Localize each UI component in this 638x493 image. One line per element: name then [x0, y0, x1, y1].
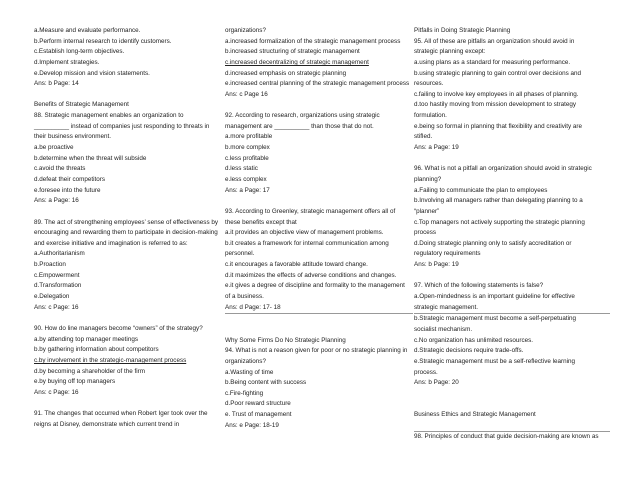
option-line: a.by attending top manager meetings: [34, 335, 138, 343]
answer-line: Ans: b Page: 20: [414, 379, 459, 387]
option-line: b.increased structuring of strategic management: [225, 48, 360, 56]
text-line: d.Implement strategies.: [34, 58, 100, 66]
option-line: e.being so formal in planning that flexibility and creativity are: [414, 122, 583, 130]
section-heading: Benefits of Strategic Management: [34, 101, 129, 109]
option-line: a.it provides an objective view of management problems.: [225, 229, 384, 237]
spacer: [34, 313, 222, 324]
answer-line: Ans: c Page: 16: [34, 388, 79, 396]
option-line: a.using plans as a standard for measuring performance.: [414, 58, 571, 66]
question-line: 97. Which of the following statements is false?: [414, 282, 544, 290]
spacer: [34, 398, 222, 409]
option-line: b.using strategic planning to gain control over decisions and: [414, 69, 581, 77]
section-heading: Why Some Firms Do No Strategic Planning: [225, 336, 346, 344]
spacer: [34, 90, 222, 101]
option-line: c.it encourages a favorable attitude toward change.: [225, 261, 368, 269]
option-line: e. Trust of management: [225, 411, 292, 419]
spacer: [414, 271, 610, 282]
answer-line: Ans: d Page: 17- 18: [225, 303, 413, 315]
option-line: strategic management.: [414, 303, 610, 315]
column-right: [414, 26, 610, 443]
question-line: 88. Strategic management enables an organization to: [34, 112, 184, 120]
question-line: their business environment.: [34, 133, 112, 141]
option-line: d.less static: [225, 165, 258, 173]
option-line: c.failing to involve key employees in all phases of planning.: [414, 90, 579, 98]
option-line: b.Strategic management must become a self-perpetuating: [414, 315, 577, 323]
option-line: c.avoid the threats: [34, 165, 86, 173]
answer-line: Ans: c Page 16: [225, 90, 268, 98]
option-line-underlined: c.by involvement in the strategic-management process: [34, 356, 187, 364]
option-line: d.it maximizes the effects of adverse conditions and changes.: [225, 271, 397, 279]
spacer: [225, 325, 413, 336]
option-line: b.more complex: [225, 144, 270, 152]
text-line: c.Establish long-term objectives.: [34, 48, 125, 56]
question-line: 93. According to Greenley, strategic management offers all of: [225, 207, 396, 215]
answer-line: Ans: a Page: 16: [34, 197, 79, 205]
option-line: a.be proactive: [34, 144, 74, 152]
text-line: b.Perform internal research to identify customers.: [34, 37, 172, 45]
section-heading: Business Ethics and Strategic Management: [414, 411, 536, 419]
text-line: e.Develop mission and vision statements.: [34, 69, 150, 77]
option-line: c.Top managers not actively supporting the strategic planning: [414, 218, 585, 226]
option-line: c.Empowerment: [34, 271, 80, 279]
answer-line: Ans: c Page: 16: [34, 303, 79, 311]
question-line: encouraging and rewarding them to participate in decision-making: [34, 229, 218, 237]
option-line: b.Being content with success: [225, 379, 307, 387]
option-line: d.Strategic decisions require trade-offs.: [414, 347, 524, 355]
question-line: 95. All of these are pitfalls an organization should avoid in: [414, 37, 575, 45]
option-line: d.Doing strategic planning only to satisfy accreditation or: [414, 239, 572, 247]
option-line: e.Strategic management must be a self-reflective learning: [414, 357, 576, 365]
spacer: [414, 421, 610, 433]
option-line: d.too hastily moving from mission development to strategy: [414, 101, 577, 109]
question-line: __________ instead of companies just responding to threats in: [34, 122, 210, 130]
option-line: regulatory requirements: [414, 250, 481, 258]
spacer: [414, 389, 610, 400]
option-line: process: [414, 229, 437, 237]
option-line: a.Failing to communicate the plan to employees: [414, 186, 548, 194]
option-line: b.it creates a framework for internal communication among: [225, 239, 389, 247]
option-line: c.No organization has unlimited resources.: [414, 336, 534, 344]
option-line: b.determine when the threat will subside: [34, 154, 147, 162]
option-line: c.Fire-fighting: [225, 389, 264, 397]
option-line: e.by buying off top managers: [34, 378, 116, 386]
question-line: strategic planning except:: [414, 48, 486, 56]
option-line: a.more profitable: [225, 133, 273, 141]
question-line: management are __________ than those that do not.: [225, 122, 374, 130]
option-line: e.less complex: [225, 175, 267, 183]
option-line: e.Delegation: [34, 293, 70, 301]
section-heading: Pitfalls in Doing Strategic Planning: [414, 27, 511, 34]
question-line: 89. The act of strengthening employees’ sense of effectiveness by: [34, 218, 219, 226]
spacer: [225, 196, 413, 207]
option-line: a.Wasting of time: [225, 368, 274, 376]
option-line: a.Open-mindedness is an important guideline for effective: [414, 293, 575, 301]
option-line: stifled.: [414, 133, 433, 141]
question-line: 92. According to research, organizations using strategic: [225, 112, 380, 120]
option-line: d.Poor reward structure: [225, 400, 291, 408]
option-line: socialist mechanism.: [414, 325, 473, 333]
option-line-underlined: c.increased decentralizing of strategic management: [225, 58, 369, 66]
question-line: 94. What is not a reason given for poor or no strategic planning in: [225, 347, 408, 355]
question-line: 98. Principles of conduct that guide decision-making are known as: [414, 433, 599, 441]
question-line: and exercise initiative and imagination is referred to as:: [34, 239, 188, 247]
column-middle: [225, 26, 413, 431]
question-line: organizations?: [225, 357, 266, 365]
column-left: [34, 26, 222, 430]
option-line: resources.: [414, 80, 444, 88]
option-line: formulation.: [414, 112, 447, 120]
option-line: d.Transformation: [34, 282, 82, 290]
option-line: d.by becoming a shareholder of the firm: [34, 367, 145, 375]
option-line: d.increased emphasis on strategic planning: [225, 69, 347, 77]
option-line: b.by gathering information about competitors: [34, 346, 159, 354]
option-line: “planner”: [414, 207, 440, 215]
question-line: 90. How do line managers become “owners” of the strategy?: [34, 324, 203, 332]
answer-line: Ans: a Page: 17: [225, 186, 270, 194]
spacer: [225, 100, 413, 111]
option-line: e.foresee into the future: [34, 186, 101, 194]
option-line: a.increased formalization of the strategic management process: [225, 37, 401, 45]
option-line: b.Involving all managers rather than delegating planning to a: [414, 197, 583, 205]
question-line: 91. The changes that occurred when Robert Iger took over the: [34, 410, 208, 418]
option-line: process.: [414, 368, 438, 376]
spacer: [414, 154, 610, 165]
answer-line: Ans: e Page: 18-19: [225, 421, 279, 429]
option-line: d.defeat their competitors: [34, 175, 106, 183]
spacer: [34, 207, 222, 218]
option-line: personnel.: [225, 250, 255, 258]
question-line: these benefits except that: [225, 218, 297, 226]
option-line: e.it gives a degree of discipline and formality to the management: [225, 282, 405, 290]
option-line: of a business.: [225, 293, 264, 301]
question-line: 96. What is not a pitfall an organization should avoid in strategic: [414, 165, 592, 173]
question-line: reigns at Disney, demonstrate which current trend in: [34, 420, 180, 428]
option-line: e.increased central planning of the strategic management process: [225, 80, 410, 88]
question-line: planning?: [414, 175, 442, 183]
spacer: [225, 314, 413, 325]
option-line: b.Proaction: [34, 261, 66, 269]
option-line: c.less profitable: [225, 154, 269, 162]
answer-line: Ans: b Page: 14: [34, 80, 79, 88]
spacer: [414, 399, 610, 410]
option-line: a.Authoritarianism: [34, 250, 85, 258]
text-line: a.Measure and evaluate performance.: [34, 27, 141, 34]
answer-line: Ans: b Page: 19: [414, 261, 459, 269]
question-line: organizations?: [225, 27, 266, 34]
answer-line: Ans: a Page: 19: [414, 144, 459, 152]
